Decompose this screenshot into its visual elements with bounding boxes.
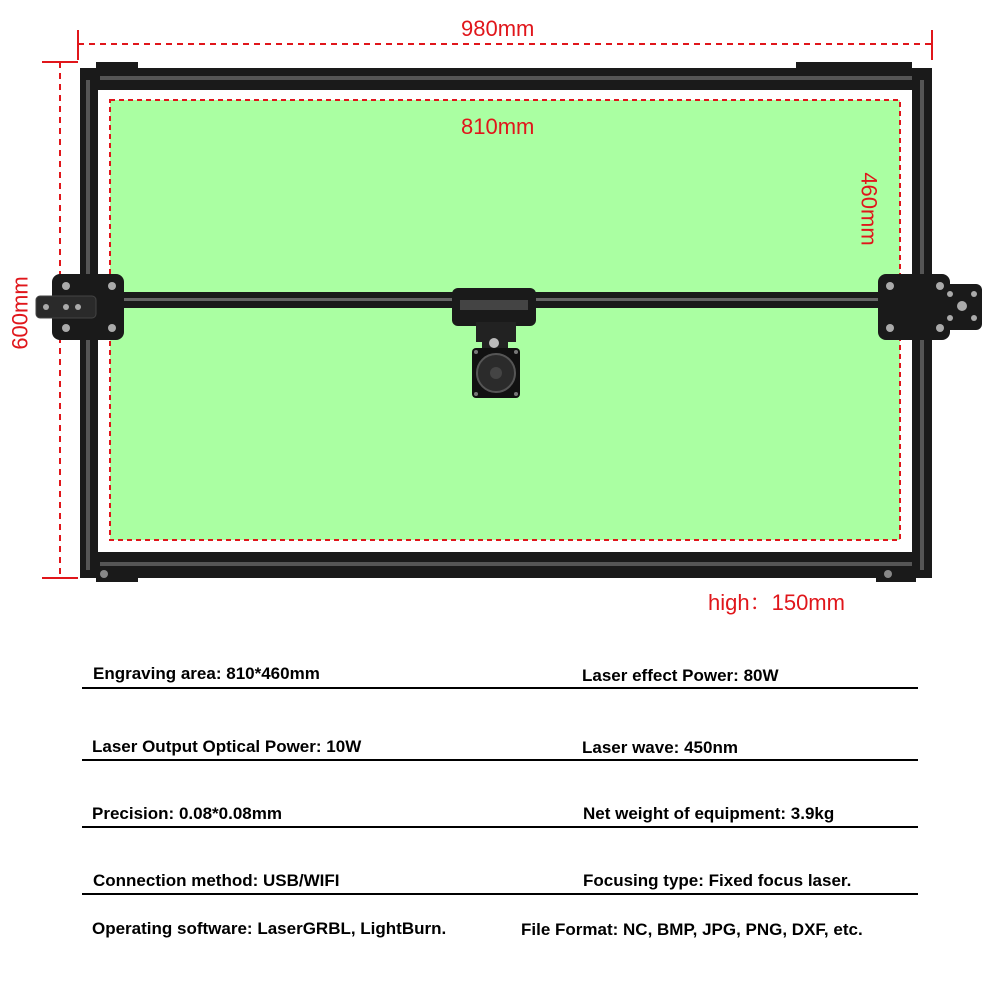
spec-laser-wave: Laser wave: 450nm <box>582 738 738 757</box>
spec-software: Operating software: LaserGRBL, LightBurn. <box>92 919 447 938</box>
divider <box>82 687 918 689</box>
spec-connection: Connection method: USB/WIFI <box>93 871 340 890</box>
divider <box>82 759 918 761</box>
divider <box>82 826 918 828</box>
overall-width-label: 980mm <box>461 16 535 41</box>
divider <box>82 893 918 895</box>
spec-laser-effect-power: Laser effect Power: 80W <box>582 666 779 685</box>
work-height-label: 460mm <box>856 172 882 246</box>
spec-engraving-area: Engraving area: 810*460mm <box>93 664 320 683</box>
spec-output-power: Laser Output Optical Power: 10W <box>92 737 362 756</box>
overall-height-label: 600mm <box>7 276 33 350</box>
spec-net-weight: Net weight of equipment: 3.9kg <box>583 804 835 823</box>
spec-file-format: File Format: NC, BMP, JPG, PNG, DXF, etc. <box>521 920 863 939</box>
spec-focusing: Focusing type: Fixed focus laser. <box>583 871 852 890</box>
work-width-label: 810mm <box>461 114 535 139</box>
height-label: high：150mm <box>708 590 845 615</box>
spec-precision: Precision: 0.08*0.08mm <box>92 804 282 823</box>
